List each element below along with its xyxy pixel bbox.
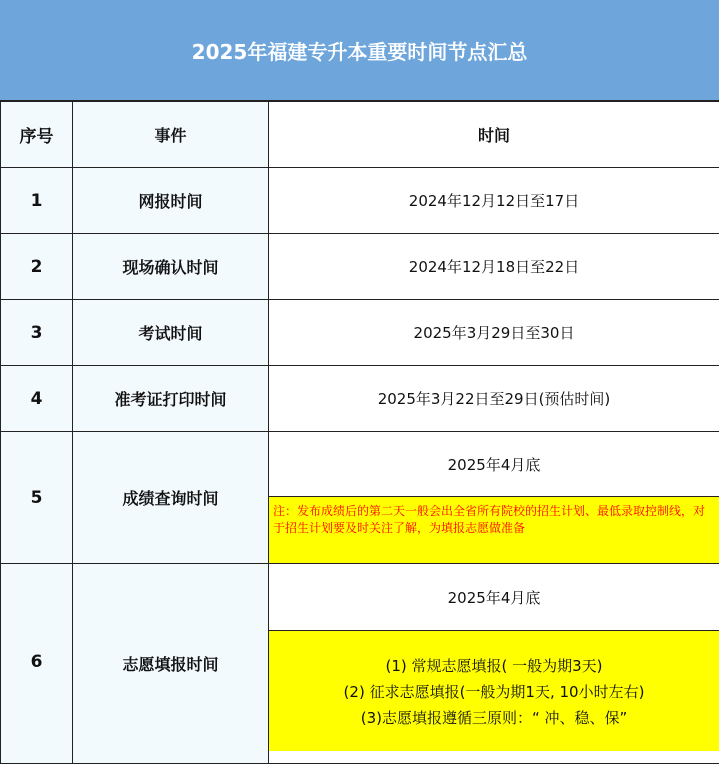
row-time: 2025年3月22日至29日(预估时间) [269,366,719,432]
table-row [1,300,719,366]
table-header-row [1,102,719,168]
table-row [1,564,719,764]
volunteer-notes [269,631,719,751]
row-time: 2024年12月12日至17日 [269,168,719,234]
schedule-table [0,101,719,764]
header-no: 序号 [1,102,73,168]
row-no: 4 [1,366,73,432]
row-no: 6 [1,564,73,764]
table-row [1,432,719,564]
row-time-cell [269,432,719,564]
row-event: 网报时间 [73,168,269,234]
volunteer-item: (2) 征求志愿填报(一般为期1天, 10小时左右) [269,679,719,705]
score-note: 注：发布成绩后的第二天一般会出全省所有院校的招生计划、最低录取控制线，对于招生计划要及时关注了解，为填报志愿做准备 [269,497,719,563]
row-event: 考试时间 [73,300,269,366]
row-time: 2025年4月底 [269,564,719,631]
row-time: 2025年3月29日至30日 [269,300,719,366]
table-row [1,366,719,432]
row-event: 志愿填报时间 [73,564,269,764]
row-event: 成绩查询时间 [73,432,269,564]
table-row [1,168,719,234]
table-row [1,234,719,300]
row-event: 现场确认时间 [73,234,269,300]
page-title: 2025年福建专升本重要时间节点汇总 [0,0,719,101]
row-no: 3 [1,300,73,366]
header-time: 时间 [269,102,719,168]
row-no: 2 [1,234,73,300]
row-event: 准考证打印时间 [73,366,269,432]
volunteer-item: (3)志愿填报遵循三原则：“ 冲、稳、保” [269,705,719,731]
row-time-cell [269,564,719,764]
row-no: 1 [1,168,73,234]
row-time: 2024年12月18日至22日 [269,234,719,300]
volunteer-item: (1) 常规志愿填报( 一般为期3天) [269,653,719,679]
row-time: 2025年4月底 [269,432,719,497]
row-no: 5 [1,432,73,564]
header-event: 事件 [73,102,269,168]
